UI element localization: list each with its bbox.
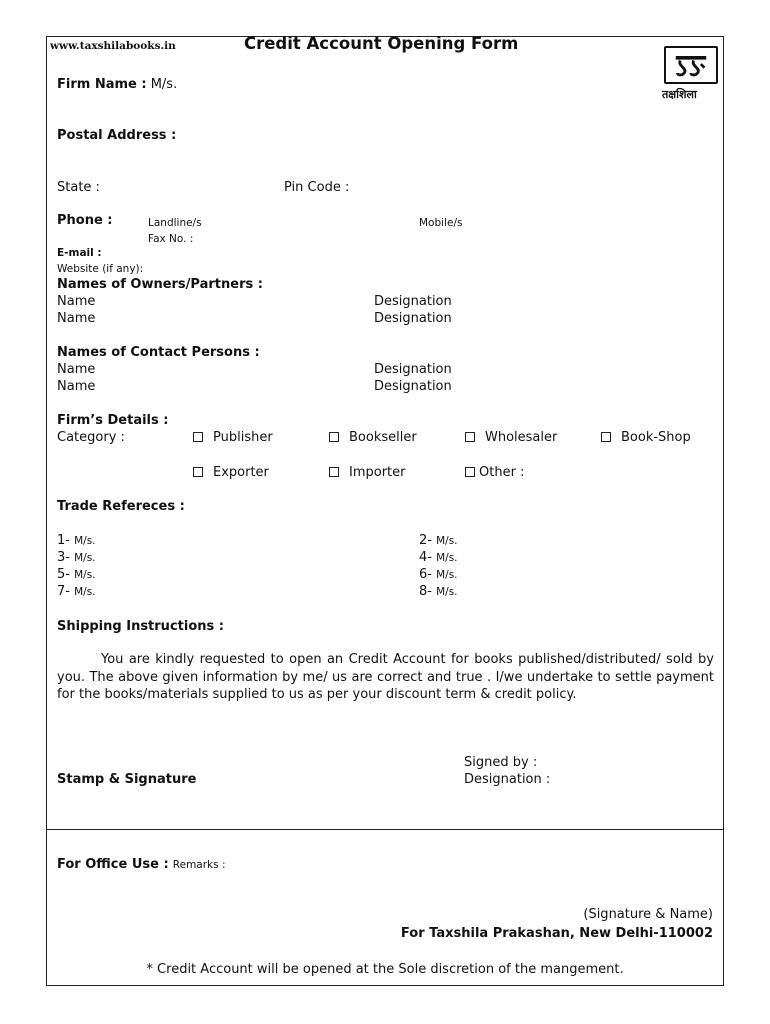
mobile-label: Mobile/s (419, 217, 463, 229)
declaration-text: You are kindly requested to open an Credit Account for books published/distributed/ sold by you. The above given information by me/ us are correct and true . I/we undertake to settle payment for the books/materials supplied to us as per your discount term & credit policy. (57, 652, 714, 702)
category-option-wholesaler[interactable] (465, 430, 557, 446)
signer-designation-label: Designation : (464, 772, 551, 787)
shipping-heading: Shipping Instructions : (57, 619, 224, 634)
owners-heading: Names of Owners/Partners : (57, 277, 263, 292)
contact-designation-label: Designation (374, 362, 452, 377)
firm-details-heading: Firm’s Details : (57, 413, 169, 428)
category-option-other[interactable] (465, 465, 524, 481)
reference-item: 1- M/s. (57, 533, 96, 548)
signature-name-label: (Signature & Name) (583, 907, 713, 922)
owner-name-label: Name (57, 294, 96, 309)
contact-name-label: Name (57, 362, 96, 377)
phone-label: Phone : (57, 213, 113, 228)
pin-code-label: Pin Code : (284, 180, 350, 195)
contacts-heading: Names of Contact Persons : (57, 345, 260, 360)
fax-label: Fax No. : (148, 233, 194, 245)
postal-address-label: Postal Address : (57, 128, 177, 143)
checkbox[interactable] (601, 432, 611, 442)
office-divider (46, 829, 724, 830)
checkbox[interactable] (465, 467, 475, 477)
contact-designation-label: Designation (374, 379, 452, 394)
firm-name-row (57, 77, 177, 93)
owner-designation-label: Designation (374, 311, 452, 326)
checkbox[interactable] (329, 467, 339, 477)
checkbox[interactable] (329, 432, 339, 442)
reference-item: 6- M/s. (419, 567, 458, 582)
taxshila-logo-icon (666, 48, 716, 82)
reference-item: 4- M/s. (419, 550, 458, 565)
option-label: Exporter (213, 465, 269, 480)
category-option-importer[interactable] (329, 465, 406, 481)
option-label: Other : (479, 465, 525, 480)
reference-item: 2- M/s. (419, 533, 458, 548)
email-label: E-mail : (57, 247, 102, 259)
company-name: For Taxshila Prakashan, New Delhi-110002 (400, 926, 713, 941)
logo-caption: तक्षशिला (662, 88, 697, 101)
owner-designation-label: Designation (374, 294, 452, 309)
reference-item: 5- M/s. (57, 567, 96, 582)
contact-name-label: Name (57, 379, 96, 394)
website-label: Website (if any): (57, 263, 144, 275)
option-label: Importer (349, 465, 406, 480)
checkbox[interactable] (193, 432, 203, 442)
office-use-label: For Office Use : (57, 857, 169, 872)
office-use-row (57, 857, 226, 873)
option-label: Book-Shop (621, 430, 691, 445)
option-label: Bookseller (349, 430, 417, 445)
website-url[interactable]: www.taxshilabooks.in (50, 40, 176, 52)
category-option-publisher[interactable] (193, 430, 273, 446)
category-option-bookseller[interactable] (329, 430, 417, 446)
taxshila-logo (664, 46, 718, 84)
firm-name-prefix: M/s. (150, 77, 178, 92)
form-title: Credit Account Opening Form (244, 34, 519, 53)
option-label: Publisher (213, 430, 273, 445)
category-label: Category : (57, 430, 125, 445)
firm-name-label: Firm Name : (57, 77, 147, 92)
footnote: * Credit Account will be opened at the Sole discretion of the mangement. (146, 962, 624, 977)
signed-by-label: Signed by : (464, 755, 538, 770)
state-label: State : (57, 180, 100, 195)
reference-item: 3- M/s. (57, 550, 96, 565)
checkbox[interactable] (465, 432, 475, 442)
declaration-paragraph (57, 651, 714, 704)
owner-name-label: Name (57, 311, 96, 326)
checkbox[interactable] (193, 467, 203, 477)
landline-label: Landline/s (148, 217, 202, 229)
category-option-exporter[interactable] (193, 465, 269, 481)
remarks-label: Remarks : (172, 859, 226, 871)
option-label: Wholesaler (485, 430, 558, 445)
reference-item: 7- M/s. (57, 584, 96, 599)
stamp-signature-label: Stamp & Signature (57, 772, 197, 787)
category-option-bookshop[interactable] (601, 430, 691, 446)
reference-item: 8- M/s. (419, 584, 458, 599)
trade-references-heading: Trade Refereces : (57, 499, 185, 514)
